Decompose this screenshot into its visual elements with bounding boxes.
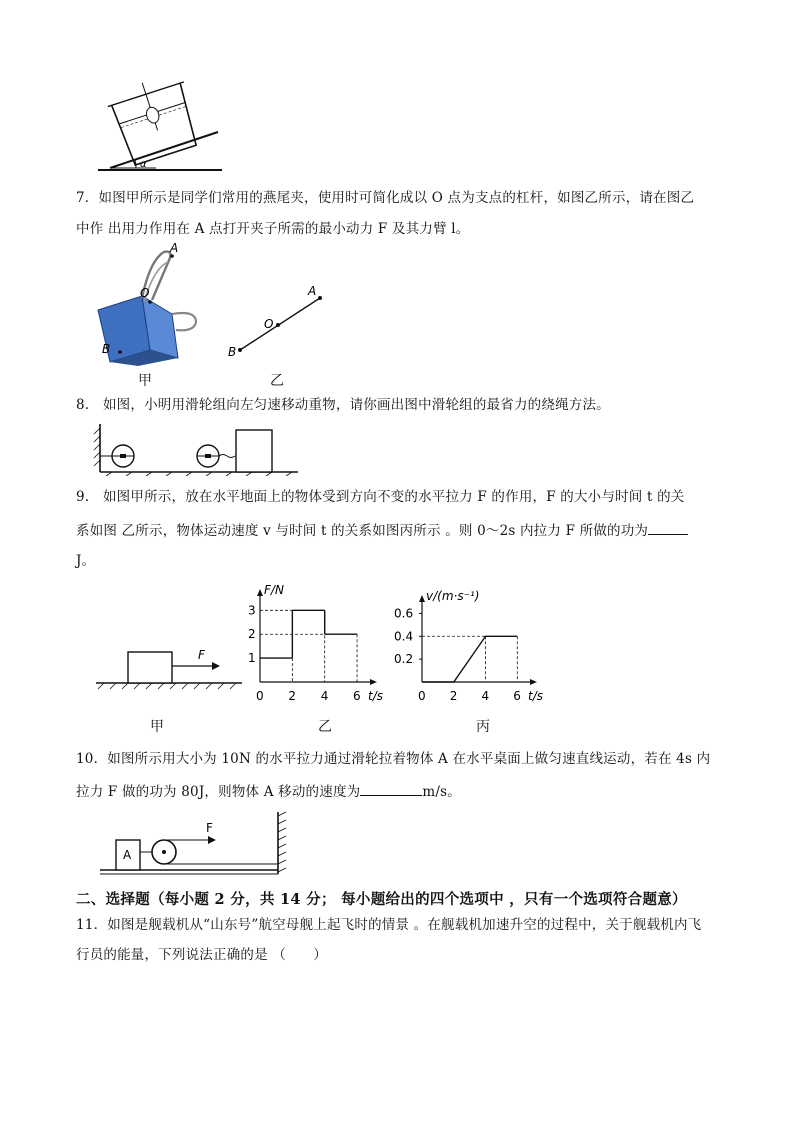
ft-y-label: F/N <box>264 583 284 597</box>
q11-text-line-1: 11．如图是舰载机从“山东号”航空母舰上起飞时的情景 。在舰载机加速升空的过程中，关于舰载机内飞 <box>76 917 702 933</box>
vt-y-tick: 0.4 <box>394 629 414 644</box>
q9-caption-yi: 乙 <box>318 719 332 735</box>
binder-clip-figure <box>90 240 210 368</box>
vt-y-tick: 0.2 <box>394 652 414 667</box>
q11-text-line-2: 行员的能量，下列说法正确的是 （ ） <box>76 947 328 963</box>
ft-x-tick: 4 <box>320 689 329 703</box>
q7-text-line-1: 7．如图甲所示是同学们常用的燕尾夹，使用时可简化成以 O 点为支点的杠杆，如图乙所示，请在图乙 <box>76 190 695 206</box>
vt-y-label: v/(m·s⁻¹) <box>426 589 480 603</box>
lever-point-A: A <box>308 284 317 298</box>
block-force-figure <box>94 640 244 690</box>
q10-line2-unit: m/s。 <box>422 784 461 800</box>
vt-x-tick: 0 <box>418 689 426 703</box>
q9-line2-text: 系如图 乙所示，物体运动速度 v 与时间 t 的关系如图丙所示 。则 0～2s 内拉力 F 所做的功为 <box>76 523 649 539</box>
lever-line-figure <box>220 280 340 360</box>
q8-text-line-1: 8. 如图，小明用滑轮组向左匀速移动重物，请你画出图中滑轮组的最省力的绕绳方法。 <box>76 397 610 413</box>
alpha-label: α <box>140 159 147 170</box>
q10-text-line-1: 10．如图所示用大小为 10N 的水平拉力通过滑轮拉着物体 A 在水平桌面上做匀速直线运动，若在 4s 内 <box>76 751 711 767</box>
clip-point-B: B <box>102 342 111 356</box>
ft-y-tick: 2 <box>248 627 256 642</box>
section-2-heading: 二、选择题（每小题 2 分，共 14 分； 每小题给出的四个选项中 ，只有一个选项符合题意） <box>76 891 687 908</box>
vt-x-tick: 4 <box>481 689 490 703</box>
vt-y-arrow <box>419 595 425 602</box>
q9-caption-jia: 甲 <box>150 719 164 735</box>
pulley-table-figure <box>96 808 294 884</box>
q9-text-line-3: J。 <box>76 553 96 569</box>
ft-x-tick: 6 <box>353 689 361 703</box>
q9-force-label: F <box>198 648 205 662</box>
ft-x-tick: 0 <box>256 689 264 703</box>
q10-force-label: F <box>206 821 213 835</box>
ft-x-arrow <box>370 679 377 685</box>
ft-y-arrow <box>257 589 263 596</box>
vt-x-label: t/s <box>528 689 543 703</box>
q7-caption-jia: 甲 <box>138 373 152 389</box>
pulley-block-figure <box>92 420 302 476</box>
clip-point-O: O <box>140 286 150 300</box>
velocity-time-chart <box>392 584 552 708</box>
q9-answer-blank[interactable] <box>648 520 688 535</box>
q7-caption-yi: 乙 <box>270 373 284 389</box>
vt-series-line <box>422 636 517 682</box>
clip-point-A: A <box>170 241 179 255</box>
q7-text-line-2: 中作 出用力作用在 A 点打开夹子所需的最小动力 F 及其力臂 l。 <box>76 221 470 237</box>
q9-caption-bing: 丙 <box>476 719 490 735</box>
vt-x-tick: 6 <box>513 689 521 703</box>
q10-line2-text: 拉力 F 做的功为 80J，则物体 A 移动的速度为 <box>76 784 361 800</box>
lever-point-O: O <box>264 317 274 331</box>
vt-y-tick: 0.6 <box>394 606 414 621</box>
ft-y-tick: 1 <box>248 651 256 666</box>
vt-x-tick: 2 <box>449 689 458 703</box>
ft-x-tick: 2 <box>288 689 296 703</box>
q9-text-line-1: 9. 如图甲所示，放在水平地面上的物体受到方向不变的水平拉力 F 的作用，F 的大小与时间 t 的关 <box>76 489 685 505</box>
incline-beaker-figure <box>96 70 226 180</box>
ft-y-tick: 3 <box>248 603 256 618</box>
force-time-chart <box>236 578 396 708</box>
q9-text-line-2 <box>76 520 688 540</box>
lever-point-B: B <box>228 345 237 359</box>
vt-x-arrow <box>530 679 537 685</box>
q10-text-line-2 <box>76 781 461 801</box>
ft-x-label: t/s <box>368 689 383 703</box>
q10-answer-blank[interactable] <box>360 781 422 796</box>
q10-block-label: A <box>123 848 132 862</box>
